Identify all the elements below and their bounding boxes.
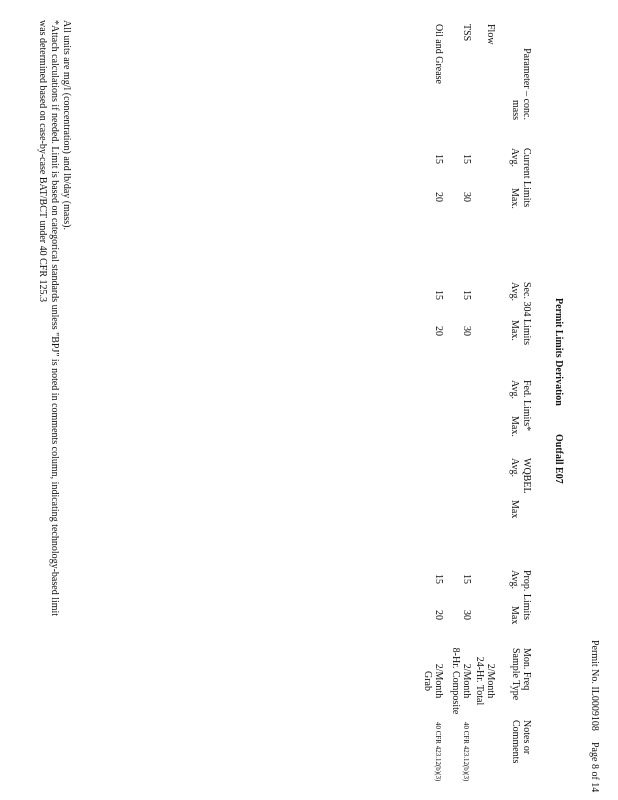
row-oil-grease-freq-line1: 2/Month — [433, 663, 444, 699]
row-oil-grease-current-max: 20 — [433, 192, 444, 202]
col-parameter-line1: Parameter – conc. — [521, 48, 532, 120]
row-tss-freq-line2: 8-Hr. Composite — [450, 647, 461, 715]
col-sec304-limits: Sec. 304 Limits — [521, 282, 532, 346]
footnote-units: All units are mg/l (concentration) and lb/day (mass). — [61, 20, 72, 230]
row-flow-freq — [474, 636, 496, 726]
row-oil-grease-sec304-max: 20 — [433, 326, 444, 336]
page-number: Page 8 of 14 — [589, 742, 600, 793]
row-tss-freq — [450, 636, 472, 726]
row-tss-prop-avg: 15 — [461, 574, 472, 584]
outfall-label: Outfall E07 — [553, 434, 564, 484]
col-parameter-line2: mass — [510, 100, 521, 120]
row-oil-grease-prop-max: 20 — [433, 610, 444, 620]
row-oil-grease-current-avg: 15 — [433, 154, 444, 164]
footnote-bat-bct: was determined based on case-by-case BAT/BCT under 40 CFR 125.3 — [37, 20, 48, 302]
document-title: Permit Limits Derivation — [553, 298, 564, 406]
permit-number: Permit No. IL0009108 — [589, 640, 600, 731]
col-notes — [510, 720, 532, 763]
col-current-limits: Current Limits — [521, 148, 532, 208]
col-prop-limits: Prop. Limits — [521, 570, 532, 621]
row-oil-grease-sec304-avg: 15 — [433, 290, 444, 300]
col-mon-freq-line2: Sample Type — [510, 648, 521, 701]
row-oil-grease-freq-line2: Grab — [422, 671, 433, 691]
col-fed-max: Max. — [509, 416, 520, 437]
row-tss-prop-max: 30 — [461, 610, 472, 620]
col-fed-avg: Avg. — [509, 380, 520, 399]
col-prop-avg: Avg. — [509, 570, 520, 589]
col-wqbel-max: Max — [509, 500, 520, 519]
col-mon-freq-line1: Mon. Freq — [521, 648, 532, 691]
row-tss-freq-line1: 2/Month — [461, 663, 472, 699]
col-prop-max: Max — [509, 606, 520, 625]
col-wqbel: WQBEL — [521, 458, 532, 494]
col-wqbel-avg: Avg. — [509, 458, 520, 477]
row-tss-current-max: 30 — [461, 192, 472, 202]
row-oil-grease-notes: 40 CFR 423.12(b)(3) — [434, 722, 442, 782]
row-flow-freq-line2: 24-Hr. Total — [474, 656, 485, 706]
col-sec304-max: Max. — [509, 320, 520, 341]
col-parameter — [510, 20, 532, 120]
col-notes-line2: Comments — [510, 720, 521, 764]
row-tss-parameter: TSS — [461, 24, 472, 42]
col-mon-freq — [510, 648, 532, 700]
footnote-calculations: *Attach calculations if needed. Limit is based on categorical standards unless "BPJ" is noted in comments column, indicating technology-based limit — [49, 20, 60, 617]
col-notes-line1: Notes or — [521, 720, 532, 755]
row-tss-current-avg: 15 — [461, 154, 472, 164]
col-fed-limits: Fed. Limits* — [521, 380, 532, 432]
row-tss-notes: 40 CFR 423.12(b)(3) — [462, 722, 470, 782]
row-oil-grease-freq — [422, 636, 444, 726]
row-flow-freq-line1: 2/Month — [485, 663, 496, 699]
row-tss-sec304-max: 30 — [461, 326, 472, 336]
col-current-avg: Avg. — [509, 148, 520, 167]
row-oil-grease-parameter: Oil and Grease — [433, 24, 444, 84]
row-oil-grease-prop-avg: 15 — [433, 574, 444, 584]
row-flow-parameter: Flow — [485, 24, 496, 45]
col-current-max: Max. — [509, 188, 520, 209]
row-tss-sec304-avg: 15 — [461, 290, 472, 300]
col-sec304-avg: Avg. — [509, 282, 520, 301]
